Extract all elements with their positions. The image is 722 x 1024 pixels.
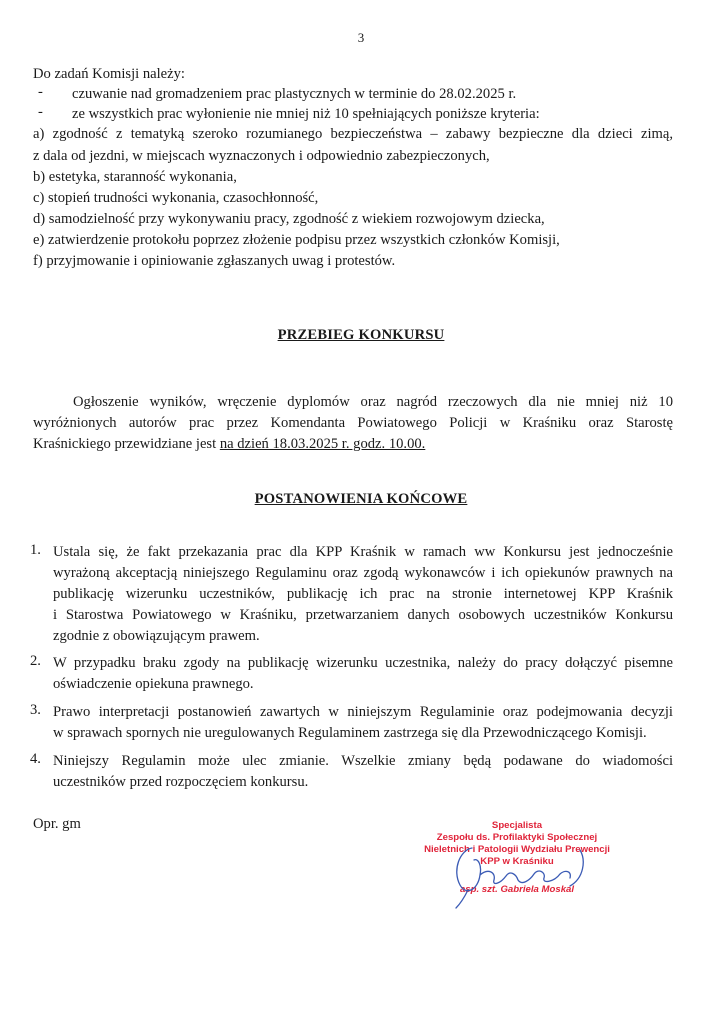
- provision-1-line: wyrażoną akceptacją niniejszego Regulaminu oraz zgodą wykonawców i ich opiekunów prawnych na: [53, 565, 673, 581]
- criterion-e: e) zatwierdzenie protokołu poprzez złożenie podpisu przez wszystkich członków Komisji,: [33, 232, 560, 248]
- prepared-by: Opr. gm: [33, 816, 81, 832]
- item-number: 3.: [30, 702, 41, 718]
- commission-bullet-2: ze wszystkich prac wyłonienie nie mniej niż 10 spełniających poniższe kryteria:: [72, 106, 540, 122]
- provision-1-line: zgodnie z obowiązującym prawem.: [53, 628, 260, 644]
- provision-4-line: Niniejszy Regulamin może ulec zmianie. Wszelkie zmiany będą podawane do wiadomości: [53, 753, 673, 769]
- stamp-line: Nieletnich i Patologii Wydziału Prewencji: [424, 844, 610, 855]
- criterion-f: f) przyjmowanie i opiniowanie zgłaszanych uwag i protestów.: [33, 253, 396, 269]
- provision-1-line: Ustala się, że fakt przekazania prac dla KPP Kraśnik w ramach ww Konkursu jest jednocześnie: [53, 544, 673, 560]
- stamp-line: KPP w Kraśniku: [480, 856, 554, 867]
- item-number: 4.: [30, 751, 41, 767]
- item-number: 2.: [30, 653, 41, 669]
- provision-3-line: Prawo interpretacji postanowień zawartych w niniejszym Regulaminie oraz podejmowania decyzji: [53, 704, 673, 720]
- stamp-line: Zespołu ds. Profilaktyki Społecznej: [436, 832, 598, 843]
- provision-2-line: oświadczenie opiekuna prawnego.: [53, 676, 254, 692]
- stamp-officer-name: asp. szt. Gabriela Moskal: [459, 884, 575, 895]
- criterion-c: c) stopień trudności wykonania, czasochłonność,: [33, 190, 319, 206]
- commission-intro: Do zadań Komisji należy:: [33, 66, 185, 82]
- provision-1-line: publikację wizerunku uczestników, publikację ich prac na stronie internetowej KPP Kraśnik: [53, 586, 673, 602]
- item-number: 1.: [30, 542, 41, 558]
- criterion-d: d) samodzielność przy wykonywaniu pracy, zgodność z wiekiem rozwojowym dziecka,: [33, 211, 545, 227]
- section-heading-przebieg: PRZEBIEG KONKURSU: [277, 327, 445, 343]
- stamp-line: Specjalista: [491, 820, 543, 831]
- handwritten-signature: [430, 830, 610, 910]
- criterion-a-line1: a) zgodność z tematyką szeroko rozumianego bezpieczeństwa – zabawy bezpieczne dla dzieci zimą,: [33, 126, 673, 142]
- przebieg-line3: [33, 434, 425, 454]
- provision-3-line: w sprawach spornych nie uregulowanych Regulaminem zastrzega się dla Przewodniczącego Komisji.: [53, 725, 647, 741]
- przebieg-date: na dzień 18.03.2025 r. godz. 10.00.: [219, 436, 426, 452]
- przebieg-line3-text: Kraśnickiego przewidziane jest: [33, 436, 220, 452]
- przebieg-line2: wyróżnionych autorów prac przez Komendanta Powiatowego Policji w Kraśniku oraz Starostę: [33, 415, 673, 431]
- criterion-a-line2: z dala od jezdni, w miejscach wyznaczonych i odpowiednio zabezpieczonych,: [33, 148, 490, 164]
- section-heading-postanowienia: POSTANOWIENIA KOŃCOWE: [254, 491, 468, 507]
- page-number: 3: [357, 30, 365, 45]
- przebieg-line1: Ogłoszenie wyników, wręczenie dyplomów oraz nagród rzeczowych dla nie mniej niż 10: [73, 394, 673, 410]
- commission-bullet-1: czuwanie nad gromadzeniem prac plastycznych w terminie do 28.02.2025 r.: [72, 86, 517, 102]
- bullet-marker: -: [38, 104, 43, 120]
- bullet-marker: -: [38, 84, 43, 100]
- signature-stroke: [456, 848, 583, 908]
- provision-4-line: uczestników przed rozpoczęciem konkursu.: [53, 774, 309, 790]
- provision-1-line: i Starostwa Powiatowego w Kraśniku, przetwarzaniem danych osobowych uczestników Konkursu: [53, 607, 673, 623]
- criterion-b: b) estetyka, staranność wykonania,: [33, 169, 237, 185]
- provision-2-line: W przypadku braku zgody na publikację wizerunku uczestnika, należy do pracy dołączyć pisemne: [53, 655, 673, 671]
